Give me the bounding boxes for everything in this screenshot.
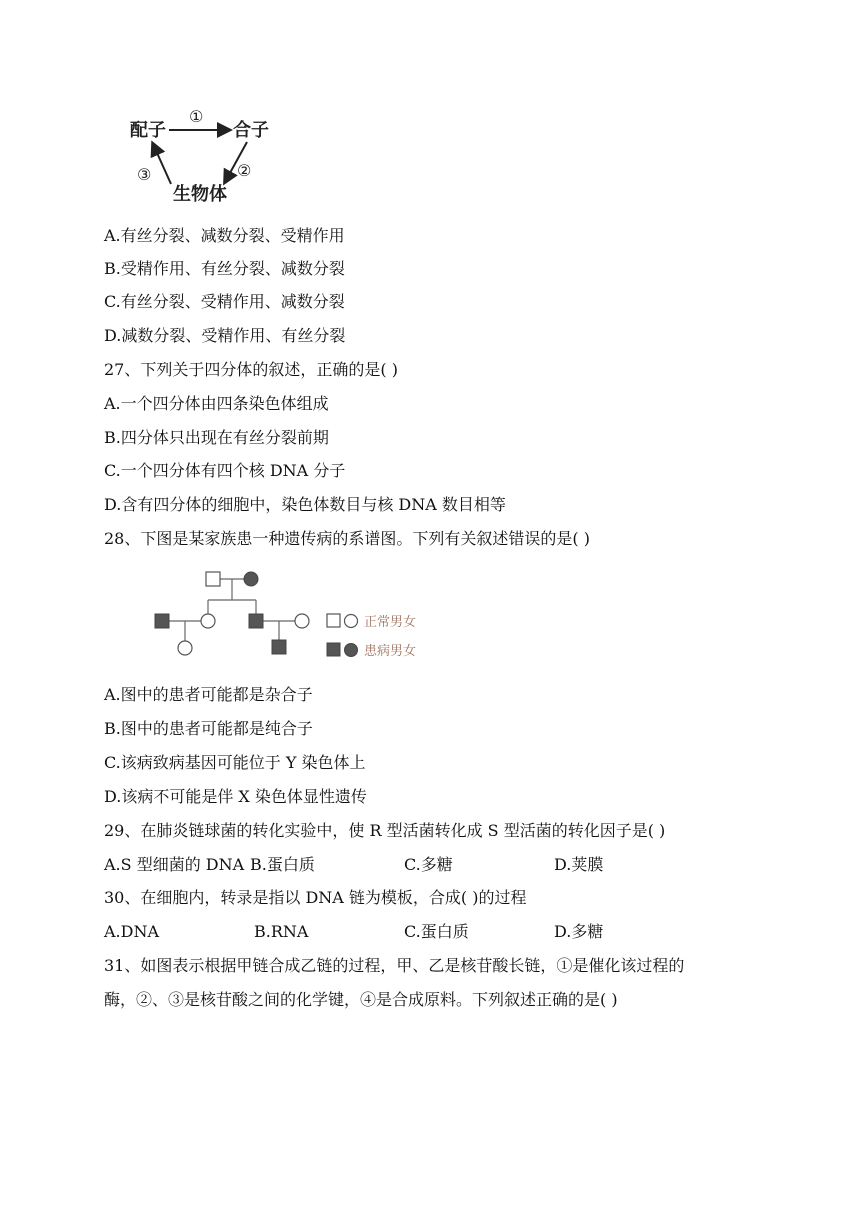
q30-stem: 30、在细胞内，转录是指以 DNA 链为模板，合成( )的过程	[104, 888, 527, 907]
life-cycle-diagram	[125, 100, 305, 210]
q29-option-d: D.荚膜	[554, 855, 604, 874]
q29-option-c: C.多糖	[404, 855, 453, 874]
q28-option-a: A.图中的患者可能都是杂合子	[104, 685, 313, 704]
legend-affected-female-icon	[345, 644, 358, 657]
q29-stem: 29、在肺炎链球菌的转化实验中，使 R 型活菌转化成 S 型活菌的转化因子是( )	[104, 821, 666, 840]
q28-option-d: D.该病不可能是伴 X 染色体显性遗传	[104, 787, 367, 806]
q31-stem-line2: 酶，②、③是核苷酸之间的化学键，④是合成原料。下列叙述正确的是( )	[104, 990, 618, 1009]
pedigree-ii2-normal-female	[201, 614, 215, 628]
legend-affected-label: 患病男女	[364, 644, 417, 659]
q30-option-c: C.蛋白质	[404, 922, 469, 941]
q28-option-c: C.该病致病基因可能位于 Y 染色体上	[104, 753, 366, 772]
gamete-label: 配子	[130, 120, 166, 141]
q26-option-a: A.有丝分裂、减数分裂、受精作用	[104, 226, 345, 245]
q27-option-d: D.含有四分体的细胞中，染色体数目与核 DNA 数目相等	[104, 495, 506, 514]
q30-option-d: D.多糖	[554, 922, 604, 941]
legend-normal-label: 正常男女	[364, 615, 417, 630]
q30-option-b: B.RNA	[254, 922, 309, 941]
q28-stem: 28、下图是某家族患一种遗传病的系谱图。下列有关叙述错误的是( )	[104, 529, 590, 548]
step3-label: ③	[137, 165, 152, 184]
q29-option-b: B.蛋白质	[250, 855, 315, 874]
pedigree-iii1-normal-female	[178, 641, 192, 655]
arrow-organism-to-gamete	[153, 144, 171, 184]
pedigree-ii4-normal-female	[295, 614, 309, 628]
q26-option-b: B.受精作用、有丝分裂、减数分裂	[104, 259, 345, 278]
legend-normal-male-icon	[327, 614, 340, 627]
pedigree-chart	[150, 566, 450, 661]
q30-option-a: A.DNA	[104, 922, 160, 941]
q26-option-d: D.减数分裂、受精作用、有丝分裂	[104, 326, 346, 345]
step2-label: ②	[237, 161, 252, 180]
q27-option-a: A.一个四分体由四条染色体组成	[104, 394, 329, 413]
q27-option-b: B.四分体只出现在有丝分裂前期	[104, 428, 329, 447]
q27-option-c: C.一个四分体有四个核 DNA 分子	[104, 461, 346, 480]
pedigree-ii1-affected-male	[155, 614, 169, 628]
organism-label: 生物体	[173, 184, 227, 205]
q28-option-b: B.图中的患者可能都是纯合子	[104, 719, 313, 738]
legend-normal-female-icon	[345, 615, 358, 628]
pedigree-ii3-affected-male	[249, 614, 263, 628]
q31-stem-line1: 31、如图表示根据甲链合成乙链的过程，甲、乙是核苷酸长链，①是催化该过程的	[104, 956, 685, 975]
legend-affected-male-icon	[327, 643, 340, 656]
step1-label: ①	[189, 107, 204, 126]
q27-stem: 27、下列关于四分体的叙述，正确的是( )	[104, 360, 398, 379]
zygote-label: 合子	[233, 120, 269, 141]
q26-option-c: C.有丝分裂、受精作用、减数分裂	[104, 292, 345, 311]
q29-option-a: A.S 型细菌的 DNA	[104, 855, 245, 874]
pedigree-i2-affected-female	[244, 572, 258, 586]
pedigree-iii2-affected-male	[272, 640, 286, 654]
pedigree-i1-normal-male	[206, 572, 220, 586]
